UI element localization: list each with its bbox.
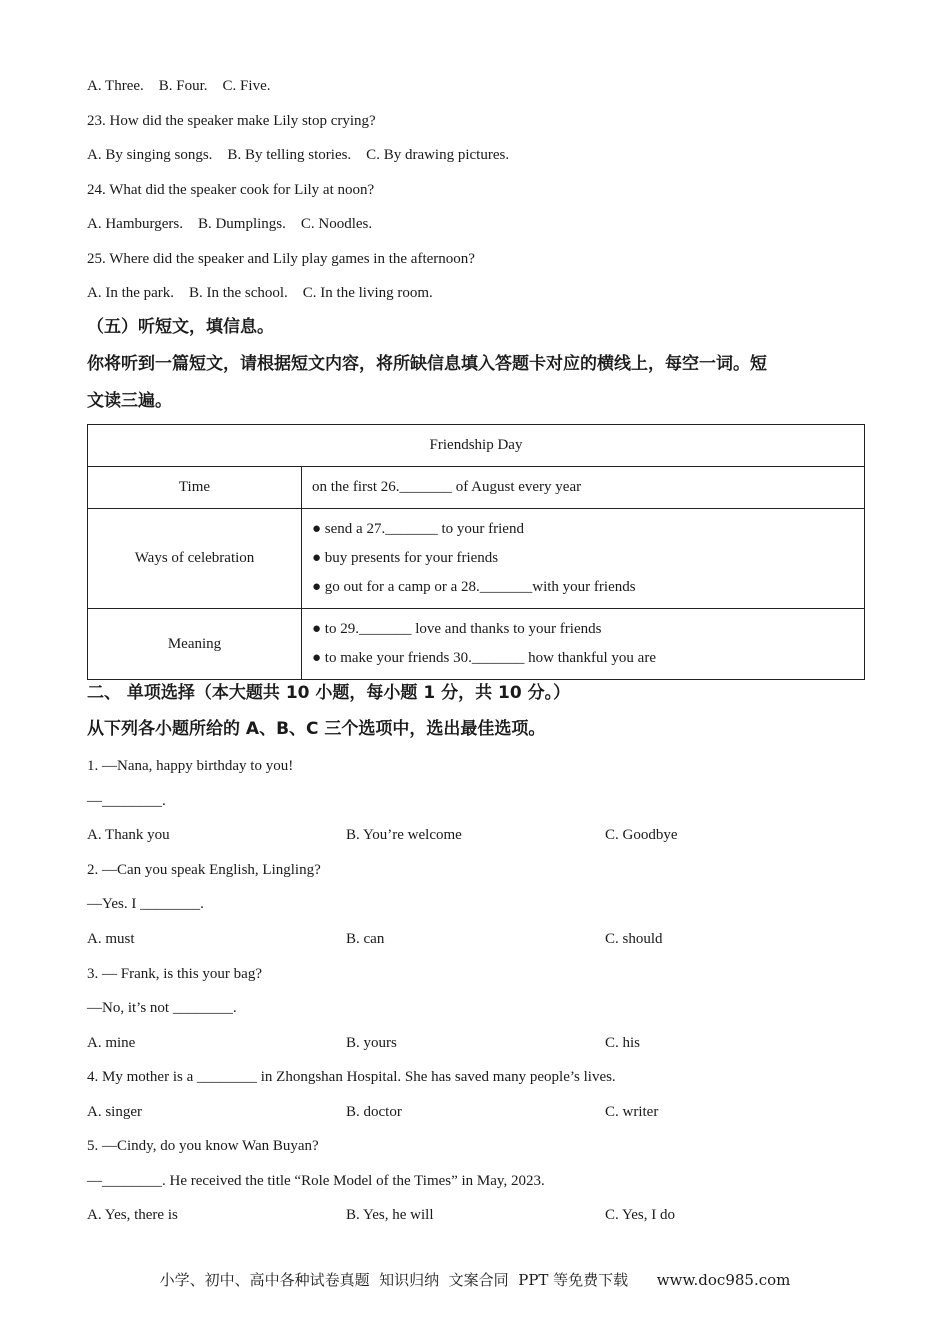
row-content-time bbox=[302, 467, 865, 509]
q5-option-c: C. Yes, I do bbox=[605, 1207, 676, 1223]
section5-heading: （五）听短文，填信息。 bbox=[87, 317, 274, 337]
meaning-line-2: ● to make your friends 30._______ how thankful you are bbox=[312, 650, 656, 666]
row-content-meaning bbox=[302, 609, 865, 680]
friendship-day-table bbox=[87, 424, 865, 680]
row-label-ways: Ways of celebration bbox=[88, 509, 302, 609]
q23-options: A. By singing songs. B. By telling stories. C. By drawing pictures. bbox=[87, 147, 510, 163]
q24-options: A. Hamburgers. B. Dumplings. C. Noodles. bbox=[87, 216, 373, 232]
part2-instruction: 从下列各小题所给的 A、B、C 三个选项中，选出最佳选项。 bbox=[87, 719, 546, 739]
meaning-line-1: ● to 29._______ love and thanks to your friends bbox=[312, 621, 602, 637]
q4-option-b: B. doctor bbox=[346, 1104, 402, 1120]
page-footer: 小学、初中、高中各种试卷真题 知识归纳 文案合同 PPT 等免费下载 www.doc985.com bbox=[159, 1271, 791, 1289]
q22-options: A. Three. B. Four. C. Five. bbox=[87, 78, 271, 94]
section5-instruction-line2: 文读三遍。 bbox=[87, 391, 172, 411]
row-content-ways bbox=[302, 509, 865, 609]
q5-line-2: —________. He received the title “Role Model of the Times” in May, 2023. bbox=[87, 1173, 545, 1189]
q3-line-2: —No, it’s not ________. bbox=[87, 1000, 237, 1016]
ways-line-1: ● send a 27._______ to your friend bbox=[312, 521, 524, 537]
q23-question: 23. How did the speaker make Lily stop crying? bbox=[87, 113, 376, 129]
time-line-1: on the first 26._______ of August every year bbox=[312, 479, 582, 495]
q5-option-b: B. Yes, he will bbox=[346, 1207, 434, 1223]
q3-option-a: A. mine bbox=[87, 1035, 136, 1051]
q1-line-1: 1. —Nana, happy birthday to you! bbox=[87, 758, 294, 774]
q2-option-b: B. can bbox=[346, 931, 385, 947]
q2-line-2: —Yes. I ________. bbox=[87, 896, 204, 912]
q3-line-1: 3. — Frank, is this your bag? bbox=[87, 966, 262, 982]
q4-option-a: A. singer bbox=[87, 1104, 142, 1120]
q1-option-c: C. Goodbye bbox=[605, 827, 678, 843]
q24-question: 24. What did the speaker cook for Lily at noon? bbox=[87, 182, 375, 198]
q2-line-1: 2. —Can you speak English, Lingling? bbox=[87, 862, 321, 878]
q3-option-c: C. his bbox=[605, 1035, 641, 1051]
ways-line-2: ● buy presents for your friends bbox=[312, 550, 499, 566]
ways-line-3: ● go out for a camp or a 28._______with your friends bbox=[312, 579, 636, 595]
row-label-meaning: Meaning bbox=[88, 609, 302, 680]
table-title: Friendship Day bbox=[88, 425, 865, 467]
q4-line-1: 4. My mother is a ________ in Zhongshan Hospital. She has saved many people’s lives. bbox=[87, 1069, 616, 1085]
q3-option-b: B. yours bbox=[346, 1035, 397, 1051]
part2-heading: 二、 单项选择（本大题共 10 小题，每小题 1 分，共 10 分。） bbox=[87, 683, 571, 703]
q25-question: 25. Where did the speaker and Lily play games in the afternoon? bbox=[87, 251, 475, 267]
q1-option-b: B. You’re welcome bbox=[346, 827, 462, 843]
q1-option-a: A. Thank you bbox=[87, 827, 170, 843]
q2-option-a: A. must bbox=[87, 931, 135, 947]
section5-instruction-line1: 你将听到一篇短文，请根据短文内容，将所缺信息填入答题卡对应的横线上，每空一词。短 bbox=[87, 354, 767, 374]
q4-option-c: C. writer bbox=[605, 1104, 659, 1120]
q5-line-1: 5. —Cindy, do you know Wan Buyan? bbox=[87, 1138, 319, 1154]
q2-option-c: C. should bbox=[605, 931, 663, 947]
q5-option-a: A. Yes, there is bbox=[87, 1207, 178, 1223]
q25-options: A. In the park. B. In the school. C. In the living room. bbox=[87, 285, 433, 301]
q1-line-2: —________. bbox=[87, 793, 166, 809]
row-label-time: Time bbox=[88, 467, 302, 509]
